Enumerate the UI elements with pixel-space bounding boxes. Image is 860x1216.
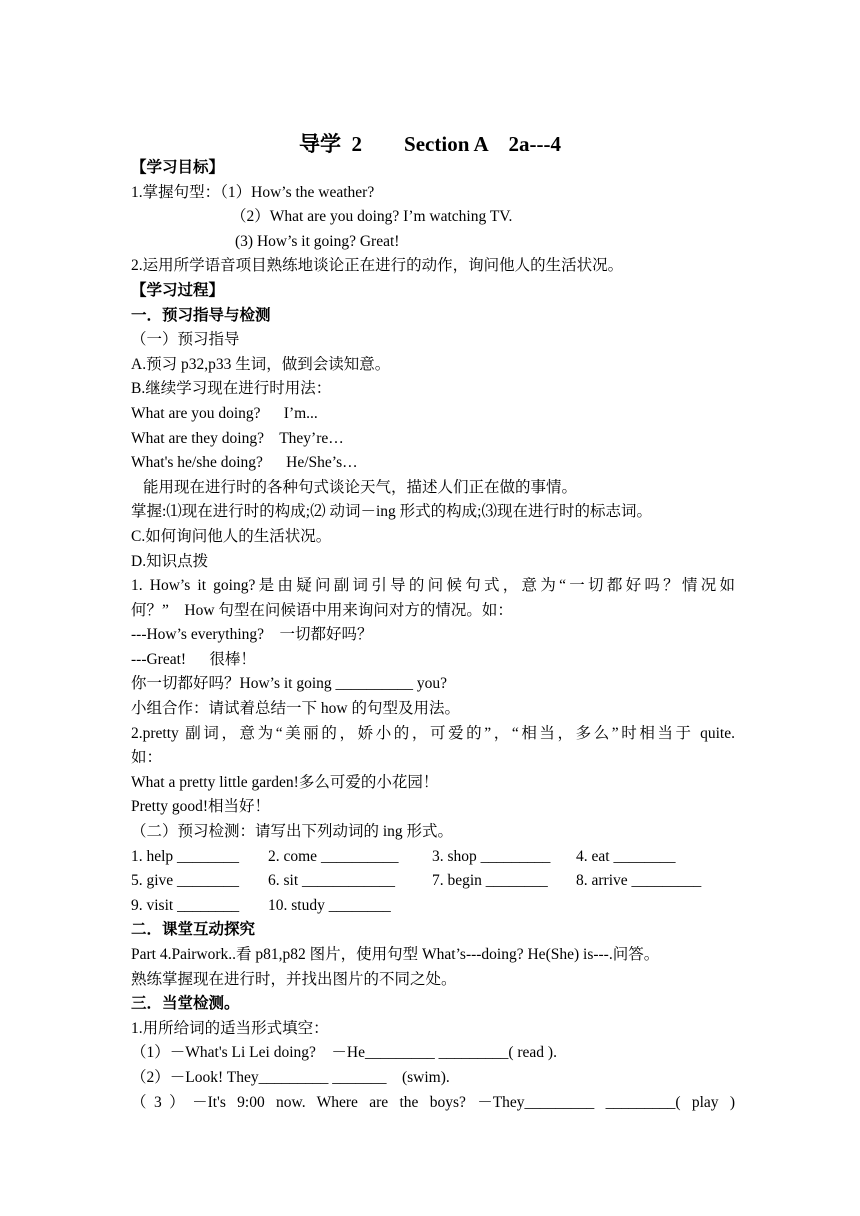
item-c: C.如何询问他人的生活状况。	[131, 527, 332, 545]
item-d: D.知识点拨	[131, 552, 209, 570]
dialog-line-2: ---Great! 很棒！	[131, 650, 256, 668]
example-sentence-2: Pretty good!相当好！	[131, 798, 271, 816]
title-lesson: 导学 2	[299, 132, 363, 156]
document-body	[131, 156, 735, 1115]
subsection-preview-guide: （一）预习指导	[131, 331, 240, 349]
item-a: A.预习 p32,p33 生词，做到会读知意。	[131, 355, 391, 373]
dialog-line-1: ---How’s everything? 一切都好吗？	[131, 626, 373, 644]
page-title	[0, 128, 860, 158]
heading-learning-process: 【学习过程】	[131, 281, 225, 299]
item-b: B.继续学习现在进行时用法：	[131, 380, 332, 398]
goal-1-sentence-3: (3) How’s it going? Great!	[235, 232, 400, 250]
goal-1-sentence-2: （2）What are you doing? I’m watching TV.	[231, 208, 513, 226]
test-question-1: （1）－What's Li Lei doing? －He_________ _________( read ).	[131, 1044, 557, 1062]
point-1-line-2: 何？” How 句型在问候语中用来询问对方的情况。如：	[131, 601, 513, 619]
exercise-row-2	[131, 869, 735, 894]
test-instruction: 1.用所给词的适当形式填空：	[131, 1019, 329, 1037]
goal-2-line: 2.运用所学语音项目熟练地谈论正在进行的动作，询问他人的生活状况。	[131, 257, 624, 275]
section-1-heading: 一．预习指导与检测	[131, 306, 271, 324]
example-line-2: What are they doing? They’re…	[131, 429, 344, 447]
example-line-1: What are you doing? I’m...	[131, 404, 318, 422]
exercise-item: 7. begin ________	[432, 872, 548, 890]
exercise-item: 2. come __________	[268, 847, 399, 865]
usage-note: 能用现在进行时的各种句式谈论天气，描述人们正在做的事情。	[143, 478, 578, 496]
goal-1-line: 1.掌握句型：（1）How’s the weather?	[131, 183, 375, 201]
exercise-row-1	[131, 845, 735, 870]
part-4-line-1: Part 4.Pairwork..看 p81,p82 图片，使用句型 What’s---doing? He(She) is---.问答。	[131, 946, 660, 963]
subsection-preview-test: （二）预习检测：请写出下列动词的 ing 形式。	[131, 823, 454, 841]
group-work-note: 小组合作：请试着总结一下 how 的句型及用法。	[131, 700, 460, 718]
test-question-3: （3）－It's 9:00 now. Where are the boys? －They_________ _________( play )	[131, 1093, 735, 1111]
point-2-line-2: 如：	[131, 749, 163, 767]
point-1-line-1: 1. How’s it going?是由疑问副词引导的问候句式，意为“一切都好吗？情况如	[131, 577, 735, 595]
point-2-line-1: 2.pretty 副词，意为“美丽的，娇小的，可爱的”，“相当，多么”时相当于 quite.	[131, 724, 735, 742]
part-4-line-2: 熟练掌握现在进行时，并找出图片的不同之处。	[131, 970, 457, 988]
master-points: 掌握:⑴现在进行时的构成;⑵ 动词－ing 形式的构成;⑶现在进行时的标志词。	[131, 503, 652, 521]
exercise-row-3	[131, 894, 735, 919]
section-3-heading: 三．当堂检测。	[131, 995, 240, 1013]
exercise-item: 8. arrive _________	[576, 872, 702, 890]
exercise-item: 5. give ________	[131, 872, 240, 890]
fill-in-question: 你一切都好吗？How’s it going __________ you?	[131, 675, 448, 693]
exercise-item: 10. study ________	[268, 896, 391, 914]
example-sentence-1: What a pretty little garden!多么可爱的小花园！	[131, 773, 439, 791]
section-2-heading: 二．课堂互动探究	[131, 921, 256, 939]
heading-learning-goals: 【学习目标】	[131, 159, 225, 176]
exercise-item: 4. eat ________	[576, 847, 676, 865]
example-line-3: What's he/she doing? He/She’s…	[131, 454, 358, 472]
test-question-2: （2）－Look! They_________ _______ (swim).	[131, 1068, 450, 1086]
exercise-item: 9. visit ________	[131, 896, 240, 914]
exercise-item: 6. sit ____________	[268, 872, 396, 890]
exercise-item: 3. shop _________	[432, 847, 551, 865]
title-section: Section A 2a---4	[404, 132, 561, 156]
exercise-item: 1. help ________	[131, 847, 240, 865]
